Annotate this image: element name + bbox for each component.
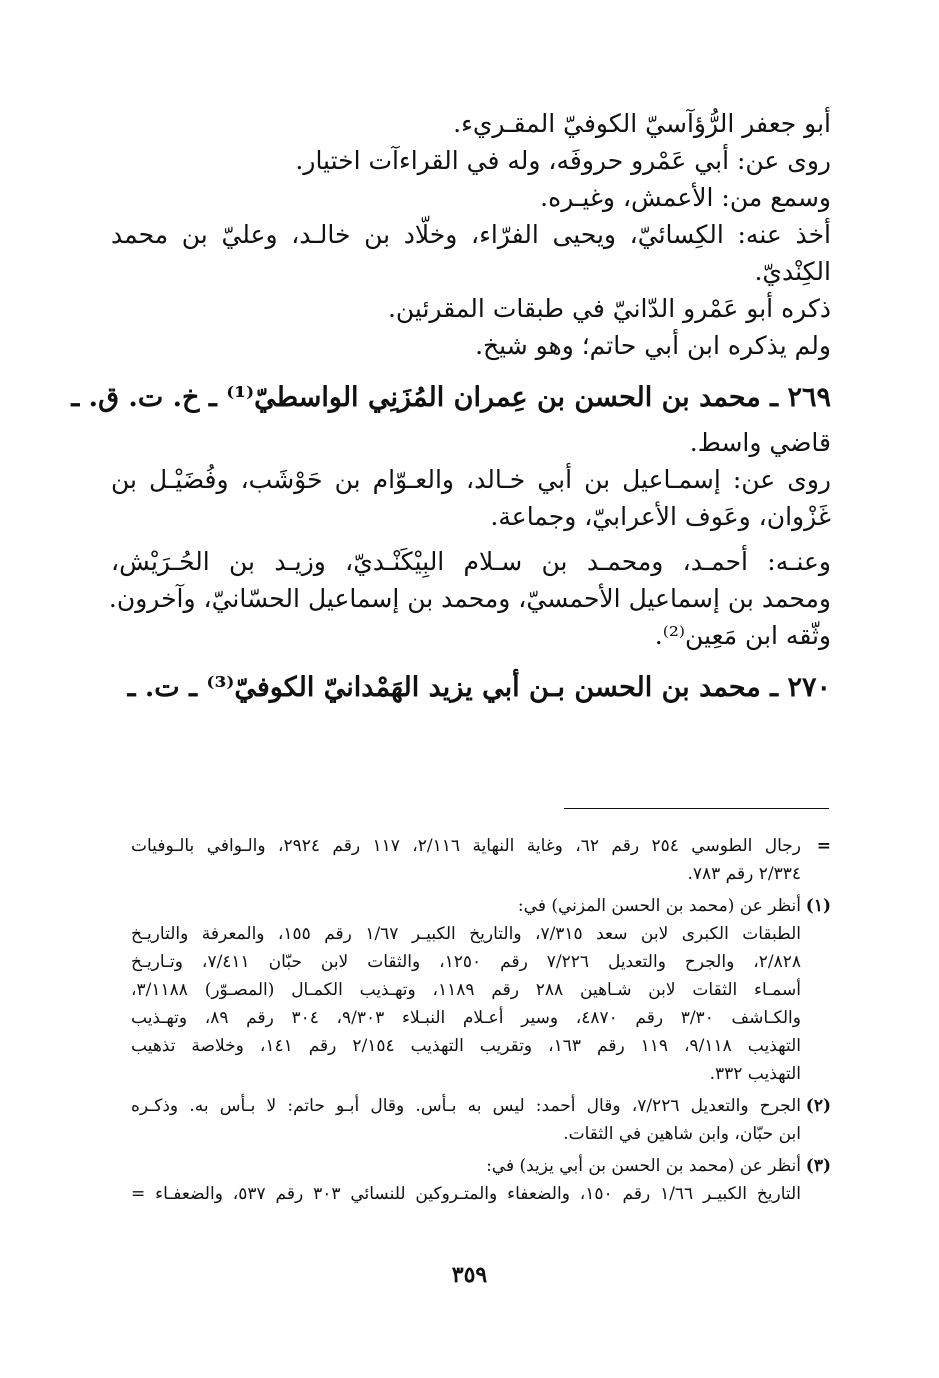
text-line: روى عن: إسمـاعيل بن أبي خـالد، والعـوّام بن حَوْشَب، وفُضَيْـل بن [111, 465, 831, 494]
spacer [131, 535, 831, 543]
footnote-separator [564, 808, 829, 809]
footnote-line: التهذيب ٣٣٢. [709, 1064, 801, 1084]
footnote-marker: (١) [805, 896, 831, 916]
text-line: ولم يذكره ابن أبي حاتم؛ وهو شيخ. [475, 331, 831, 360]
text-line: روى عن: أبي عَمْرو حروفَه، وله في القراءآت اختيار. [295, 146, 831, 175]
footnote-1 [131, 892, 831, 1088]
text-line: الكِنْديّ. [754, 257, 831, 286]
entry-270-heading: ٢٧٠ ـ محمد بن الحسن بـن أبي يزيد الهَمْدانيّ الكوفيّ⁽³⁾ ـ ت. ـ [127, 672, 831, 703]
footnote-line: التهذيب ٩/١١٨، ١١٩ رقم ١٦٣، وتقريب التهذيب ٢/١٥٤ رقم ١٤١، وخلاصة تذهيب [131, 1036, 801, 1056]
text-line: وعنـه: أحمـد، ومحمـد بن سـلام البِيْكَنْـديّ، وزيـد بن الحُـرَيْش، [111, 547, 831, 576]
footnote-line: ابن حبّان، وابن شاهين في الثقات. [563, 1124, 801, 1144]
footnote-marker: (٣) [805, 1156, 831, 1176]
text-line: وسمع من: الأعمش، وغيـره. [540, 183, 831, 212]
text-line: ومحمد بن إسماعيل الأحمسيّ، ومحمد بن إسماعيل الحسّانيّ، وآخرون. [108, 584, 831, 613]
main-text [71, 105, 831, 714]
footnote-line: أنظر عن (محمد بن الحسن المزني) في: [517, 896, 801, 916]
footnote-line: والكـاشف ٣/٣٠ رقم ٤٨٧٠، وسير أعـلام النبـلاء ٩/٣٠٣، ٣٠٤ رقم ٨٩، وتهـذيب [131, 1008, 801, 1028]
text-line: وثّقه ابن مَعِين⁽²⁾. [654, 621, 831, 650]
footnote-line: التاريخ الكبيـر ١/٦٦ رقم ١٥٠، والضعفاء والمتـروكين للنسائي ٣٠٣ رقم ٥٣٧، والضعفـاء = [131, 1184, 801, 1204]
text-line: أبو جعفر الرُّؤآسيّ الكوفيّ المقـريء. [453, 109, 831, 138]
footnote-line: رجال الطوسي ٢٥٤ رقم ٦٢، وغاية النهاية ٢/١١٦، ١١٧ رقم ٢٩٢٤، والـوافي بالـوفيات [131, 836, 802, 856]
text-line: غَزْوان، وعَوف الأعرابيّ، وجماعة. [490, 502, 831, 531]
entry-269-heading: ٢٦٩ ـ محمد بن الحسن بن عِمران المُزَنِي الواسطيّ⁽¹⁾ ـ خ. ت. ق. ـ [71, 382, 831, 413]
footnotes [131, 832, 831, 1212]
footnote-marker: (٢) [805, 1096, 831, 1116]
footnote-line: أنظر عن (محمد بن الحسن بن أبي يزيد) في: [486, 1156, 801, 1176]
footnote-line: ٢/٣٣٤ رقم ٧٨٣. [687, 864, 801, 884]
page-number: ٣٥٩ [451, 1262, 488, 1288]
text-line: أخذ عنه: الكِسائيّ، ويحيى الفرّاء، وخلّاد بن خالـد، وعليّ بن محمد [111, 220, 831, 249]
footnote-3 [131, 1152, 831, 1208]
footnote-line: الجرح والتعديل ٧/٢٢٦، وقال أحمد: ليس به بـأس. وقال أبـو حاتم: لا بـأس به. وذكـره [131, 1096, 802, 1116]
footnote-line: ٢/٨٢٨، والجرح والتعديل ٧/٢٢٦ رقم ١٢٥٠، والثقات لابن حبّان ٧/٤١١، وتـاريـخ [131, 952, 801, 972]
footnote-line: أسمـاء الثقات لابن شـاهين ٢٨٨ رقم ١١٨٩، وتهـذيب الكمـال (المصـوّر) ٣/١١٨٨، [131, 980, 801, 1000]
footnote-marker: = [816, 836, 831, 856]
footnote-2 [131, 1092, 831, 1148]
footnote-continuation [131, 832, 831, 888]
text-line: ذكره أبو عَمْرو الدّانيّ في طبقات المقرئين. [387, 294, 831, 323]
footnote-line: الطبقات الكبرى لابن سعد ٧/٣١٥، والتاريخ الكبيـر ١/٦٧ رقم ١٥٥، والمعرفة والتاريـخ [131, 924, 801, 944]
text-line: قاضي واسط. [689, 428, 831, 457]
